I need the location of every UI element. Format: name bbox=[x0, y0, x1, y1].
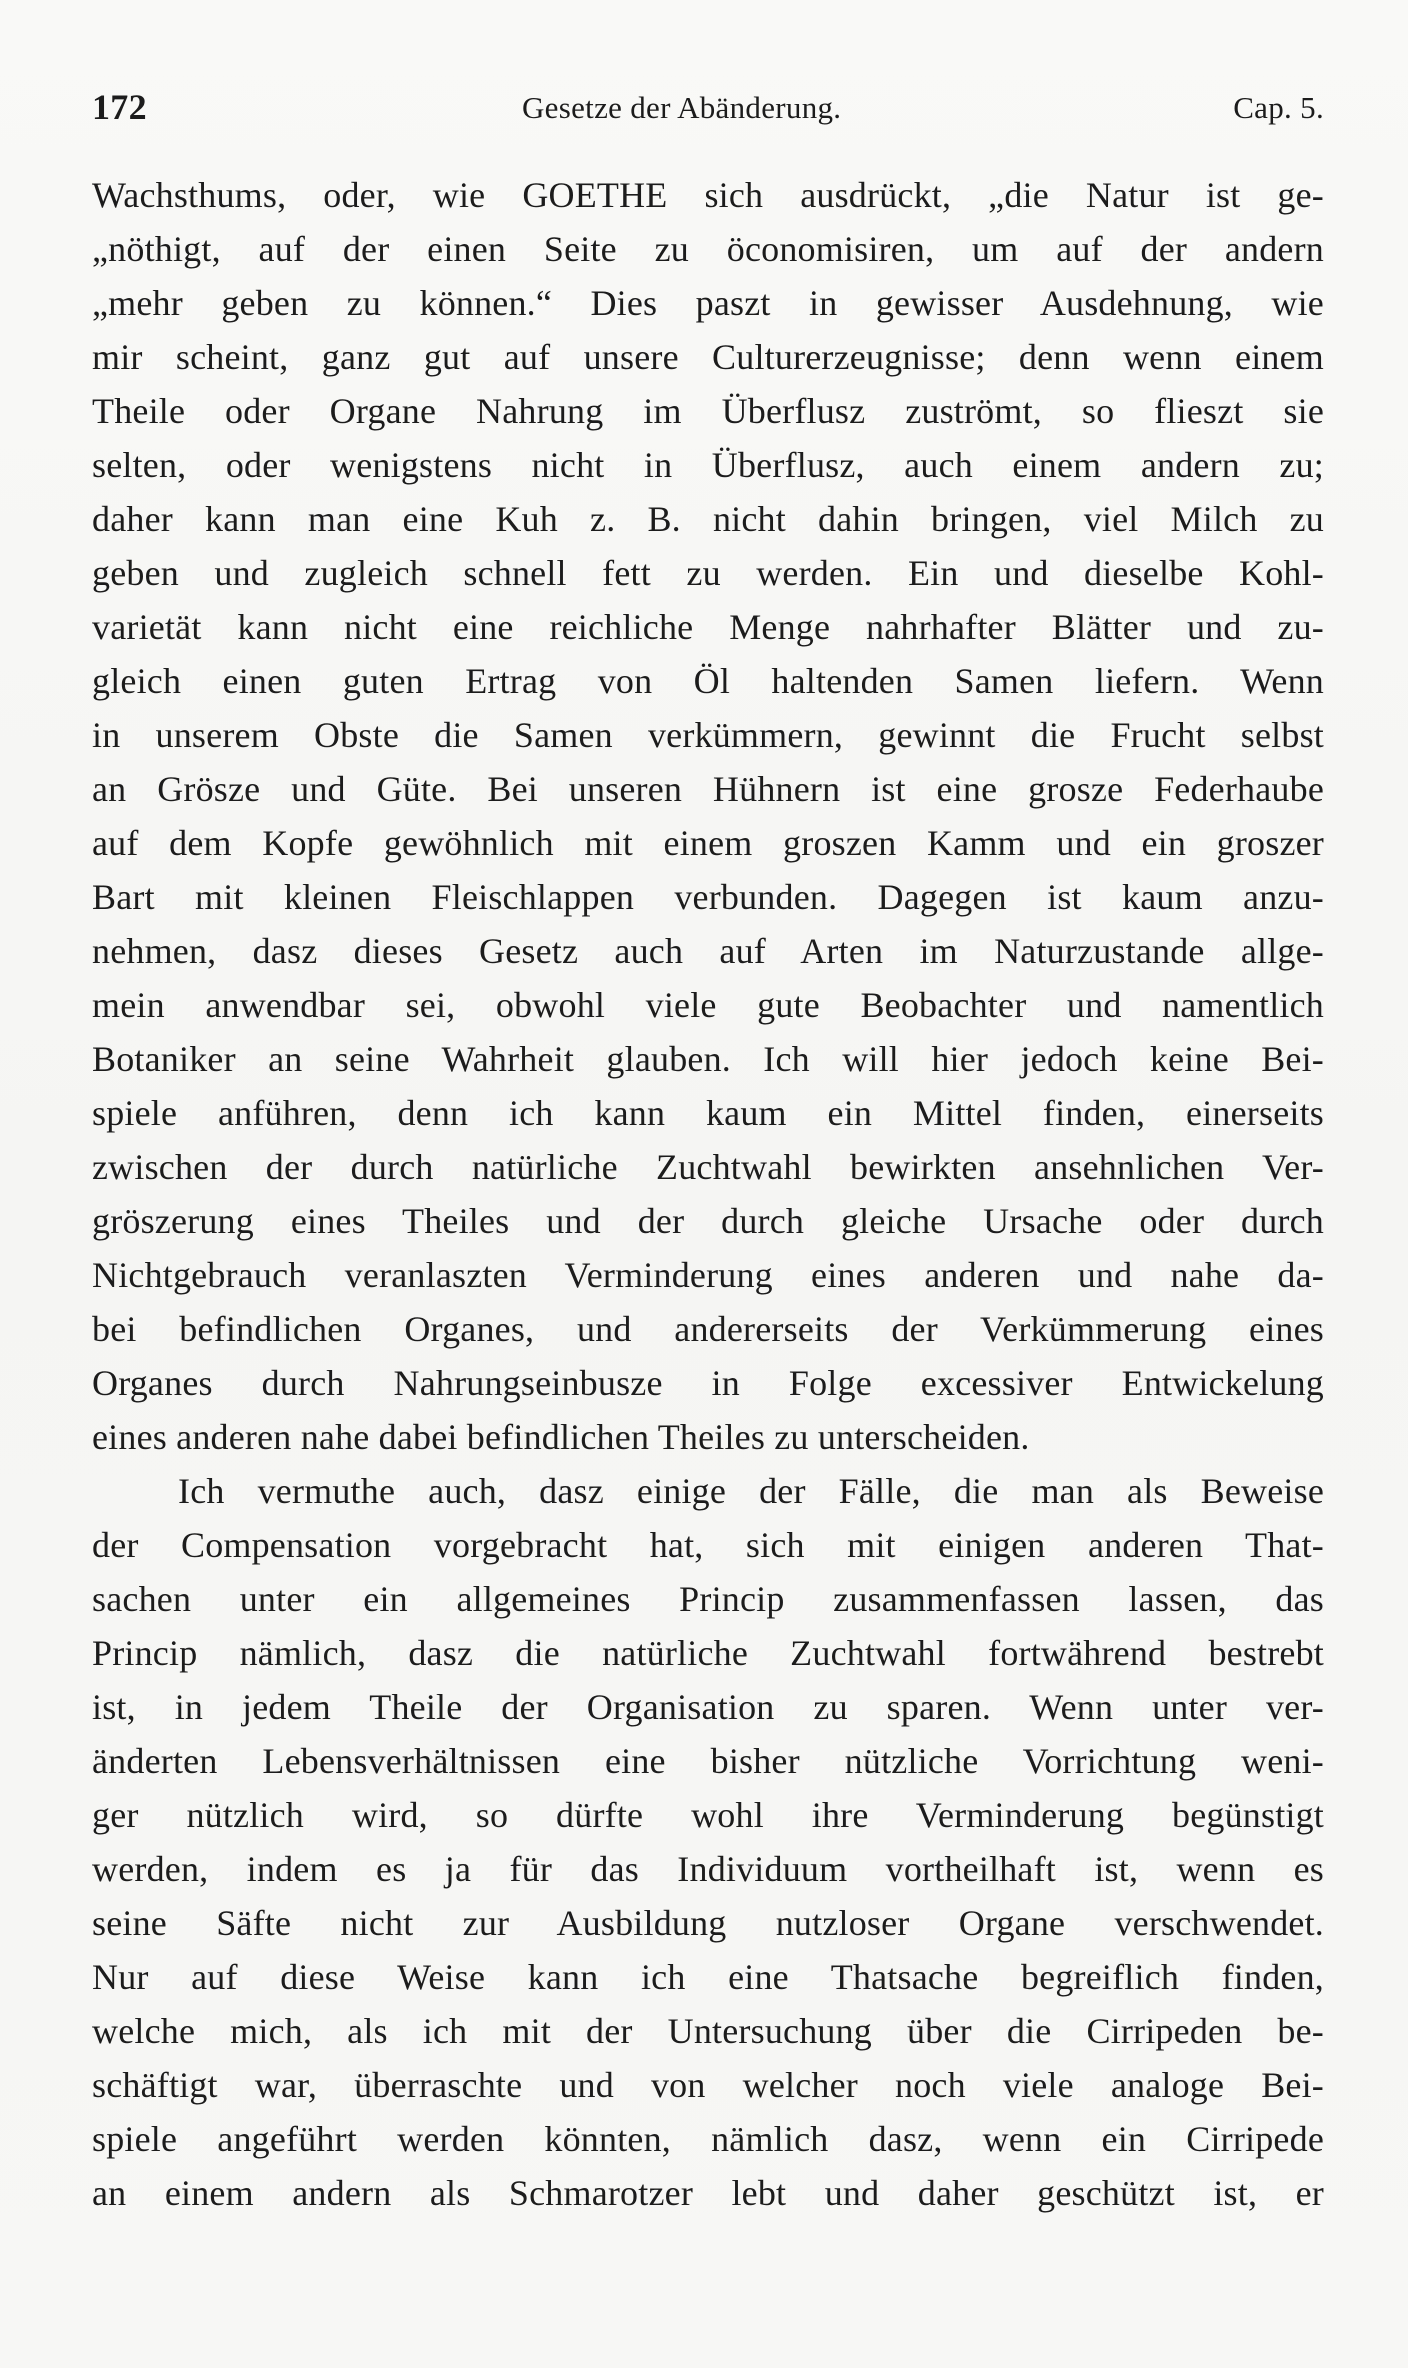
text-line: Botaniker an seine Wahrheit glauben. Ich will hier jedoch keine Bei- bbox=[92, 1039, 1324, 1079]
text-line: auf dem Kopfe gewöhnlich mit einem groszen Kamm und ein groszer bbox=[92, 823, 1324, 863]
text-line: welche mich, als ich mit der Untersuchung über die Cirripeden be- bbox=[92, 2011, 1324, 2051]
text-line: ger nützlich wird, so dürfte wohl ihre Verminderung begünstigt bbox=[92, 1795, 1324, 1835]
text-line: mir scheint, ganz gut auf unsere Culturerzeugnisse; denn wenn einem bbox=[92, 337, 1324, 377]
running-header bbox=[92, 86, 1324, 136]
text-line: Organes durch Nahrungseinbusze in Folge excessiver Entwickelung bbox=[92, 1363, 1324, 1403]
text-line: Wachsthums, oder, wie GOETHE sich ausdrückt, „die Natur ist ge- bbox=[92, 175, 1324, 215]
text-line: „mehr geben zu können.“ Dies paszt in gewisser Ausdehnung, wie bbox=[92, 283, 1324, 323]
text-line: Nur auf diese Weise kann ich eine Thatsache begreiflich finden, bbox=[92, 1957, 1324, 1997]
text-line: Theile oder Organe Nahrung im Überflusz zuströmt, so flieszt sie bbox=[92, 391, 1324, 431]
paragraph-last-line: eines anderen nahe dabei befindlichen Theiles zu unterscheiden. bbox=[92, 1417, 1030, 1457]
text-line: gleich einen guten Ertrag von Öl haltenden Samen liefern. Wenn bbox=[92, 661, 1324, 701]
text-line: daher kann man eine Kuh z. B. nicht dahin bringen, viel Milch zu bbox=[92, 499, 1324, 539]
text-line: selten, oder wenigstens nicht in Überflusz, auch einem andern zu; bbox=[92, 445, 1324, 485]
text-line: seine Säfte nicht zur Ausbildung nutzloser Organe verschwendet. bbox=[92, 1903, 1324, 1943]
text-line: ist, in jedem Theile der Organisation zu sparen. Wenn unter ver- bbox=[92, 1687, 1324, 1727]
text-line: varietät kann nicht eine reichliche Menge nahrhafter Blätter und zu- bbox=[92, 607, 1324, 647]
text-line: schäftigt war, überraschte und von welcher noch viele analoge Bei- bbox=[92, 2065, 1324, 2105]
text-line: werden, indem es ja für das Individuum vortheilhaft ist, wenn es bbox=[92, 1849, 1324, 1889]
text-line: sachen unter ein allgemeines Princip zusammenfassen lassen, das bbox=[92, 1579, 1324, 1619]
text-line: Bart mit kleinen Fleischlappen verbunden. Dagegen ist kaum anzu- bbox=[92, 877, 1324, 917]
text-line: geben und zugleich schnell fett zu werden. Ein und dieselbe Kohl- bbox=[92, 553, 1324, 593]
text-line: nehmen, dasz dieses Gesetz auch auf Arten im Naturzustande allge- bbox=[92, 931, 1324, 971]
body-text bbox=[92, 168, 1324, 2220]
chapter-reference: Cap. 5. bbox=[1233, 90, 1324, 125]
text-line: der Compensation vorgebracht hat, sich mit einigen anderen That- bbox=[92, 1525, 1324, 1565]
text-line: gröszerung eines Theiles und der durch gleiche Ursache oder durch bbox=[92, 1201, 1324, 1241]
text-line: spiele anführen, denn ich kann kaum ein Mittel finden, einerseits bbox=[92, 1093, 1324, 1133]
text-line: zwischen der durch natürliche Zuchtwahl bewirkten ansehnlichen Ver- bbox=[92, 1147, 1324, 1187]
paragraph-first-line: Ich vermuthe auch, dasz einige der Fälle, die man als Beweise bbox=[178, 1471, 1324, 1511]
text-line: „nöthigt, auf der einen Seite zu öconomisiren, um auf der andern bbox=[92, 229, 1324, 269]
text-line: spiele angeführt werden könnten, nämlich dasz, wenn ein Cirripede bbox=[92, 2119, 1324, 2159]
text-line: an Grösze und Güte. Bei unseren Hühnern ist eine grosze Federhaube bbox=[92, 769, 1324, 809]
text-line: Princip nämlich, dasz die natürliche Zuchtwahl fortwährend bestrebt bbox=[92, 1633, 1324, 1673]
text-line: Nichtgebrauch veranlaszten Verminderung eines anderen und nahe da- bbox=[92, 1255, 1324, 1295]
page-number: 172 bbox=[92, 87, 147, 127]
running-title: Gesetze der Abänderung. bbox=[522, 90, 842, 125]
text-line: an einem andern als Schmarotzer lebt und daher geschützt ist, er bbox=[92, 2173, 1324, 2213]
text-line: änderten Lebensverhältnissen eine bisher nützliche Vorrichtung weni- bbox=[92, 1741, 1324, 1781]
text-line: in unserem Obste die Samen verkümmern, gewinnt die Frucht selbst bbox=[92, 715, 1324, 755]
text-line: bei befindlichen Organes, und andererseits der Verkümmerung eines bbox=[92, 1309, 1324, 1349]
text-line: mein anwendbar sei, obwohl viele gute Beobachter und namentlich bbox=[92, 985, 1324, 1025]
